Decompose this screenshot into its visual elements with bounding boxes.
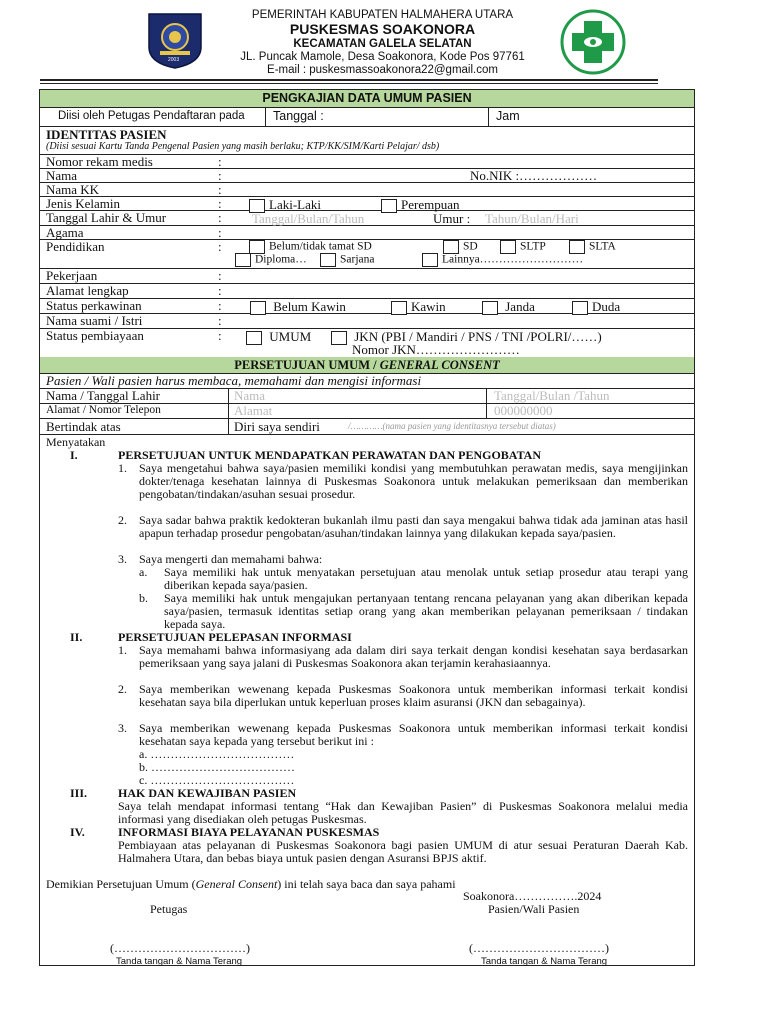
- section-2-number: II.: [70, 630, 83, 644]
- consent-instruction: Pasien / Wali pasien harus membaca, memahami dan mengisi informasi: [46, 373, 422, 388]
- right-logo: [560, 9, 626, 75]
- form-title: PENGKAJIAN DATA UMUM PASIEN: [262, 91, 472, 105]
- nik-field[interactable]: No.NIK :………………: [470, 168, 598, 183]
- colon: :: [218, 225, 222, 240]
- edu-label: Diploma…: [255, 253, 307, 266]
- marital-label-opt: Belum Kawin: [273, 299, 346, 314]
- edu-checkbox-diploma[interactable]: [235, 253, 251, 267]
- section-2-title: PERSETUJUAN PELEPASAN INFORMASI: [118, 630, 352, 644]
- section-4-number: IV.: [70, 825, 85, 839]
- edu-label: SD: [463, 240, 478, 253]
- header-rule-thin: [40, 83, 658, 84]
- row-gender: [40, 196, 694, 211]
- item-number: 1.: [118, 461, 127, 475]
- filled-by-label: Diisi oleh Petugas Pendaftaran pada: [58, 110, 245, 122]
- section-1-item-2: Saya sadar bahwa praktik kedokteran bukanlah ilmu pasti dan saya mengakui bahwa tidak ada jaminan atas hasil apapun terhadap prosedur pengobatan/asuhan/tindakan lainnya yang dilakukan kepada saya/pasien.: [139, 513, 688, 540]
- item-number: 1.: [118, 643, 127, 657]
- marital-label-opt: Duda: [592, 299, 621, 314]
- header-line-1: PEMERINTAH KABUPATEN HALMAHERA UTARA: [251, 9, 514, 21]
- section-2-item-1: Saya memahami bahwa informasiyang ada dalam diri saya terkait dengan kondisi kesehatan saya berdasarkan pemeriksaan yang saya jalani di Puskesmas Soakonora akan terjamin kerahasiaannya.: [139, 643, 688, 670]
- row-address: [40, 283, 694, 299]
- section-2-item-2: Saya memberikan wewenang kepada Puskesmas Soakonora untuk memberikan informasi terkait kondisi kesehatan saya bila diperlukan untuk keperluan proses klaim asuransi (JKN dan sebagainya).: [139, 682, 688, 709]
- consent-address-row: [40, 403, 694, 419]
- acting-self[interactable]: Diri saya sendiri: [234, 419, 320, 434]
- female-label: Perempuan: [401, 197, 460, 212]
- colon: :: [218, 283, 222, 298]
- row-payment: [40, 328, 694, 358]
- colon: :: [218, 210, 222, 225]
- item-number: 2.: [118, 513, 127, 527]
- row-rm: [40, 154, 694, 169]
- payment-jkn-label: JKN (PBI / Mandiri / PNS / TNI /POLRI/……): [354, 329, 602, 344]
- section-1-item-3a: Saya memiliki hak untuk menyatakan persetujuan atau menolak untuk setiap prosedur atau terapi yang diberikan kepada saya/pasien.: [164, 565, 688, 592]
- item-number: 3.: [118, 721, 127, 735]
- left-logo: [146, 11, 204, 69]
- recipient-a-field[interactable]: a. ………………………………: [139, 747, 295, 761]
- consent-heading-italic: GENERAL CONSENT: [379, 358, 500, 372]
- payment-checkbox-jkn[interactable]: [331, 331, 347, 345]
- job-label: Pekerjaan: [46, 268, 98, 283]
- consent-heading-row: [40, 357, 694, 374]
- consent-name-input[interactable]: Nama: [234, 388, 266, 403]
- section-1-item-3b: Saya memiliki hak untuk mengajukan pertanyaan tentang rencana pelayanan yang akan diberikan kepada saya/pasien, termasuk identitas setiap orang yang akan memberikan pelayanan pemeriksaan / tindakan kepada saya.: [164, 591, 688, 631]
- item-letter: a.: [139, 565, 148, 579]
- identity-heading-row: [40, 126, 694, 155]
- edu-label: Sarjana: [340, 253, 375, 266]
- nama-label: Nama: [46, 168, 78, 183]
- section-3-number: III.: [70, 786, 88, 800]
- age-input[interactable]: Tahun/Bulan/Hari: [485, 211, 579, 226]
- section-1-item-3: Saya mengerti dan memahami bahwa:: [139, 552, 323, 566]
- menyatakan-label: Menyatakan: [46, 435, 106, 449]
- marital-label-opt: Janda: [505, 299, 535, 314]
- address-label: Alamat lengkap: [46, 283, 129, 298]
- gender-label: Jenis Kelamin: [46, 196, 121, 211]
- section-4-body: Pembiayaan atas pelayanan di Puskesmas Soakonora bagi pasien UMUM di atur sesuai Peraturan Daerah Kab. Halmahera Utara, dan bebas biaya untuk pasien dengan Asuransi BPJS aktif.: [118, 838, 688, 865]
- payment-umum-label: UMUM: [269, 329, 312, 344]
- patient-form: [39, 89, 695, 966]
- petugas-label: Petugas: [150, 902, 188, 916]
- marital-label: Status perkawinan: [46, 298, 142, 313]
- payment-checkbox-umum[interactable]: [246, 331, 262, 345]
- acting-label: Bertindak atas: [46, 419, 121, 434]
- colon: :: [218, 196, 222, 211]
- consent-dob-input[interactable]: Tanggal/Bulan /Tahun: [494, 388, 610, 403]
- row-dob: [40, 210, 694, 226]
- row-marital: [40, 298, 694, 314]
- edu-label: SLTP: [520, 240, 546, 253]
- edu-checkbox-sarjana[interactable]: [320, 253, 336, 267]
- registration-row: [40, 107, 694, 127]
- colon: :: [218, 182, 222, 197]
- header-line-3: KECAMATAN GALELA SELATAN: [293, 38, 472, 50]
- item-number: 2.: [118, 682, 127, 696]
- recipient-b-field[interactable]: b. ………………………………: [139, 760, 295, 774]
- row-spouse: [40, 313, 694, 329]
- section-1-item-1: Saya mengetahui bahwa saya/pasien memiliki kondisi yang membutuhkan perawatan medis, saya mengijinkan dokter/tenaga kesehatan lainnya di Puskesmas Soakonora untuk melakukan pemeriksaan dan memberikan pengobatan/tindakan/asuhan sesuai prosedur.: [139, 461, 688, 501]
- edu-label: SLTA: [589, 240, 616, 253]
- dob-input[interactable]: Tanggal/Bulan/Tahun: [252, 211, 365, 226]
- closing-pre: Demikian Persetujuan Umum (: [46, 877, 196, 891]
- colon: :: [218, 239, 222, 254]
- identity-heading: IDENTITAS PASIEN: [46, 127, 167, 142]
- section-2-item-3: Saya memberikan wewenang kepada Puskesmas Soakonora untuk memberikan informasi terkait kondisi kesehatan saya kepada yang tersebut berikut ini :: [139, 721, 688, 748]
- consent-address-label: Alamat / Nomor Telepon: [46, 404, 161, 416]
- section-1-title: PERSETUJUAN UNTUK MENDAPATKAN PERAWATAN DAN PENGOBATAN: [118, 448, 542, 462]
- header-line-5: E-mail : puskesmassoakonora22@gmail.com: [267, 64, 498, 76]
- kk-label: Nama KK: [46, 182, 100, 197]
- colon: :: [218, 168, 222, 183]
- header-line-2: PUSKESMAS SOAKONORA: [289, 21, 476, 37]
- jkn-number-field[interactable]: Nomor JKN……………………: [352, 342, 520, 357]
- signature-right[interactable]: (……………………………): [469, 941, 609, 955]
- consent-acting-row: [40, 418, 694, 435]
- row-education: [40, 239, 694, 269]
- colon: :: [218, 328, 222, 343]
- signature-caption-left: Tanda tangan & Nama Terang: [116, 956, 243, 967]
- header-line-4: JL. Puncak Mamole, Desa Soakonora, Kode Pos 97761: [240, 51, 525, 63]
- colon: :: [218, 298, 222, 313]
- date-label: Tanggal :: [273, 109, 324, 123]
- item-number: 3.: [118, 552, 127, 566]
- colon: :: [218, 268, 222, 283]
- payment-label: Status pembiayaan: [46, 328, 144, 343]
- logo-caption: 2003: [168, 57, 180, 63]
- time-label: Jam: [496, 109, 520, 123]
- identity-note: (Diisi sesuai Kartu Tanda Pengenal Pasien yang masih berlaku; KTP/KK/SIM/Karti Pelajar/ dsb): [46, 141, 440, 152]
- form-title-row: [40, 90, 694, 108]
- acting-note: /…………(nama pasien yang identitasnya tersebut diatas): [348, 421, 556, 431]
- spouse-label: Nama suami / Istri: [46, 313, 143, 328]
- edu-label: Lainnya………………………: [442, 253, 584, 266]
- place-date[interactable]: Soakonora…………….2024: [463, 889, 602, 903]
- row-kk: [40, 182, 694, 197]
- signature-caption-right: Tanda tangan & Nama Terang: [481, 956, 608, 967]
- recipient-c-field[interactable]: c. ………………………………: [139, 773, 295, 787]
- row-religion: [40, 225, 694, 240]
- item-letter: b.: [139, 591, 148, 605]
- rm-label: Nomor rekam medis: [46, 154, 153, 169]
- closing-statement: [46, 878, 456, 891]
- closing-post: ) ini telah saya baca dan saya pahami: [277, 877, 456, 891]
- row-nama: [40, 168, 694, 183]
- rm-input[interactable]: [230, 154, 694, 168]
- edu-label: Belum/tidak tamat SD: [269, 240, 372, 253]
- edu-checkbox-sltp[interactable]: [500, 240, 516, 254]
- religion-label: Agama: [46, 225, 84, 240]
- education-label: Pendidikan: [46, 239, 105, 254]
- row-job: [40, 268, 694, 284]
- edu-checkbox-sd[interactable]: [443, 240, 459, 254]
- section-3-body: Saya telah mendapat informasi tentang “Hak dan Kewajiban Pasien” di Puskesmas Soakonora melalui media informasi yang disediakan oleh petugas Puskesmas.: [118, 799, 688, 826]
- male-label: Laki-Laki: [269, 197, 321, 212]
- colon: :: [218, 313, 222, 328]
- consent-instruction-row: [40, 373, 694, 389]
- consent-phone-input[interactable]: 000000000: [494, 403, 553, 418]
- section-3-title: HAK DAN KEWAJIBAN PASIEN: [118, 786, 297, 800]
- section-4-title: INFORMASI BIAYA PELAYANAN PUSKESMAS: [118, 825, 380, 839]
- consent-name-label: Nama / Tanggal Lahir: [46, 388, 161, 403]
- section-1-number: I.: [70, 448, 78, 462]
- edu-checkbox-lainnya[interactable]: [422, 253, 438, 267]
- consent-address-input[interactable]: Alamat: [234, 403, 273, 418]
- age-label: Umur :: [433, 211, 471, 226]
- pasien-label: Pasien/Wali Pasien: [488, 902, 580, 916]
- consent-name-row: [40, 388, 694, 404]
- edu-checkbox-belum-sd[interactable]: [249, 240, 265, 254]
- marital-label-opt: Kawin: [411, 299, 446, 314]
- edu-checkbox-slta[interactable]: [569, 240, 585, 254]
- header-rule-thick: [40, 79, 658, 81]
- dob-label: Tanggal Lahir & Umur: [46, 210, 167, 225]
- signature-left[interactable]: (……………………………): [110, 941, 250, 955]
- consent-heading-text: PERSETUJUAN UMUM /: [234, 358, 380, 372]
- closing-italic: General Consent: [195, 877, 278, 891]
- colon: :: [218, 154, 222, 169]
- consent-heading: [40, 357, 694, 373]
